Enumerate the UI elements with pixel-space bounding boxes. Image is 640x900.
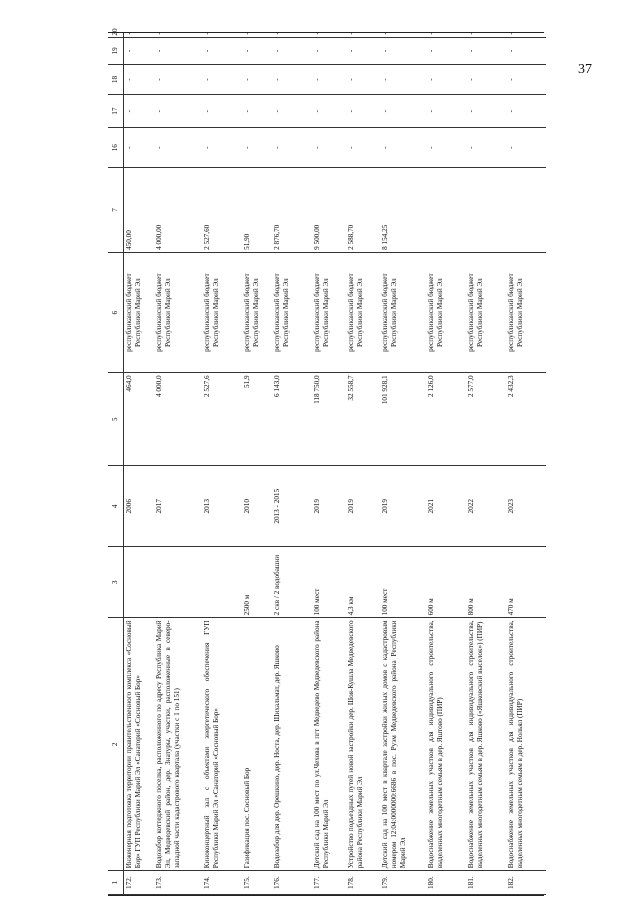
col17-cell: - bbox=[312, 94, 346, 128]
column-header: 17 bbox=[108, 94, 124, 128]
amount-cell: 9 500,00 bbox=[312, 167, 346, 252]
table-body bbox=[124, 33, 546, 895]
col19-cell: - bbox=[466, 37, 506, 65]
col16-cell: - bbox=[506, 128, 546, 168]
object-name: Детский сад на 100 мест по ул.Чехова в пгт Медведево Медведевского района Республики Марий Эл bbox=[312, 618, 346, 871]
amount-cell bbox=[426, 167, 466, 252]
col19-cell: - bbox=[202, 37, 242, 65]
years-cell: 2013 bbox=[202, 466, 242, 547]
amount-cell bbox=[506, 167, 546, 252]
col19-cell: - bbox=[154, 37, 202, 65]
col18-cell: - bbox=[124, 65, 154, 95]
row-number: 182. bbox=[506, 871, 546, 895]
column-header: 19 bbox=[108, 37, 124, 65]
table-row bbox=[202, 33, 242, 895]
column-header: 6 bbox=[108, 252, 124, 373]
funding-source-cell: республиканский бюджет Республики Марий Эл bbox=[124, 252, 154, 373]
column-header: 18 bbox=[108, 65, 124, 95]
col17-cell: - bbox=[466, 94, 506, 128]
column-header: 4 bbox=[108, 466, 124, 547]
col16-cell: - bbox=[312, 128, 346, 168]
funding-source-cell: республиканский бюджет Республики Марий Эл bbox=[242, 252, 272, 373]
capacity-cell bbox=[202, 547, 242, 618]
col19-cell: - bbox=[124, 37, 154, 65]
funding-source-cell: республиканский бюджет Республики Марий Эл bbox=[272, 252, 312, 373]
col17-cell: - bbox=[380, 94, 426, 128]
col18-cell: - bbox=[426, 65, 466, 95]
cost-cell: 32 558,7 bbox=[346, 373, 380, 466]
page-number: 37 bbox=[578, 62, 592, 77]
document-table bbox=[108, 28, 546, 895]
table-row bbox=[272, 33, 312, 895]
amount-cell: 8 154,25 bbox=[380, 167, 426, 252]
col19-cell: - bbox=[312, 37, 346, 65]
table-row bbox=[346, 33, 380, 895]
years-cell: 2017 bbox=[154, 466, 202, 547]
col20-cell: - bbox=[506, 33, 546, 37]
object-name: Водоснабжение земельных участков для индивидуального строительства, выделенных многодетным семьям в дер. Нольял (ПИР) bbox=[506, 618, 546, 871]
funding-source-cell: республиканский бюджет Республики Марий Эл bbox=[312, 252, 346, 373]
capacity-cell: 2500 м bbox=[242, 547, 272, 618]
years-cell: 2019 bbox=[312, 466, 346, 547]
cost-cell: 2 432,3 bbox=[506, 373, 546, 466]
amount-cell: 4 000,00 bbox=[154, 167, 202, 252]
col16-cell: - bbox=[202, 128, 242, 168]
col16-cell: - bbox=[272, 128, 312, 168]
col20-cell: - bbox=[242, 33, 272, 37]
cost-cell: 118 750,0 bbox=[312, 373, 346, 466]
col18-cell: - bbox=[272, 65, 312, 95]
amount-cell: 450,00 bbox=[124, 167, 154, 252]
col20-cell: - bbox=[124, 33, 154, 37]
column-header: 5 bbox=[108, 373, 124, 466]
col19-cell: - bbox=[346, 37, 380, 65]
column-header: 16 bbox=[108, 128, 124, 168]
col18-cell: - bbox=[154, 65, 202, 95]
amount-cell bbox=[466, 167, 506, 252]
col17-cell: - bbox=[124, 94, 154, 128]
years-cell: 2019 bbox=[346, 466, 380, 547]
col16-cell: - bbox=[242, 128, 272, 168]
col17-cell: - bbox=[154, 94, 202, 128]
col16-cell: - bbox=[346, 128, 380, 168]
funding-source-cell: республиканский бюджет Республики Марий Эл bbox=[154, 252, 202, 373]
row-number: 174. bbox=[202, 871, 242, 895]
col18-cell: - bbox=[312, 65, 346, 95]
years-cell: 2010 bbox=[242, 466, 272, 547]
funding-source-cell: республиканский бюджет Республики Марий Эл bbox=[346, 252, 380, 373]
funding-source-cell: республиканский бюджет Республики Марий Эл bbox=[426, 252, 466, 373]
col20-cell: - bbox=[154, 33, 202, 37]
object-name: Газификация пос. Сосновый Бор bbox=[242, 618, 272, 871]
col17-cell: - bbox=[506, 94, 546, 128]
capacity-cell: 100 мест bbox=[380, 547, 426, 618]
col17-cell: - bbox=[426, 94, 466, 128]
col20-cell: - bbox=[312, 33, 346, 37]
col18-cell: - bbox=[202, 65, 242, 95]
column-header: 3 bbox=[108, 547, 124, 618]
document-table-frame bbox=[108, 28, 544, 896]
col18-cell: - bbox=[346, 65, 380, 95]
col17-cell: - bbox=[346, 94, 380, 128]
amount-cell: 2 527,60 bbox=[202, 167, 242, 252]
col20-cell: - bbox=[346, 33, 380, 37]
years-cell: 2019 bbox=[380, 466, 426, 547]
cost-cell: 101 928,1 bbox=[380, 373, 426, 466]
col18-cell: - bbox=[466, 65, 506, 95]
object-name: Киноконцертный зал с объектами энергетического обеспечения ГУП Республики Марий Эл «Санаторий «Сосновый Бор» bbox=[202, 618, 242, 871]
capacity-cell: 470 м bbox=[506, 547, 546, 618]
row-number: 177. bbox=[312, 871, 346, 895]
col19-cell: - bbox=[380, 37, 426, 65]
col19-cell: - bbox=[426, 37, 466, 65]
column-header: 7 bbox=[108, 167, 124, 252]
funding-source-cell: республиканский бюджет Республики Марий Эл bbox=[506, 252, 546, 373]
object-name: Водозабор для дер. Орешкино, дер. Носта, дер. Шихальмат, дер. Яшково bbox=[272, 618, 312, 871]
cost-cell: 464,0 bbox=[124, 373, 154, 466]
table-row bbox=[242, 33, 272, 895]
table-row bbox=[154, 33, 202, 895]
capacity-cell bbox=[154, 547, 202, 618]
cost-cell: 4 000,0 bbox=[154, 373, 202, 466]
years-cell: 2013 - 2015 bbox=[272, 466, 312, 547]
col19-cell: - bbox=[272, 37, 312, 65]
amount-cell: 51,90 bbox=[242, 167, 272, 252]
col16-cell: - bbox=[466, 128, 506, 168]
object-name: Водоснабжение земельных участков для индивидуального строительства, выделенных многодетным семьям в дер. Яшково («Яшковский выселок») (ПИР) bbox=[466, 618, 506, 871]
capacity-cell bbox=[124, 547, 154, 618]
col16-cell: - bbox=[426, 128, 466, 168]
col20-cell: - bbox=[380, 33, 426, 37]
amount-cell: 2 588,70 bbox=[346, 167, 380, 252]
funding-source-cell: республиканский бюджет Республики Марий Эл bbox=[202, 252, 242, 373]
cost-cell: 6 143,0 bbox=[272, 373, 312, 466]
capacity-cell: 4,3 км bbox=[346, 547, 380, 618]
row-number: 172. bbox=[124, 871, 154, 895]
col18-cell: - bbox=[380, 65, 426, 95]
col19-cell: - bbox=[242, 37, 272, 65]
col20-cell: - bbox=[426, 33, 466, 37]
col18-cell: - bbox=[506, 65, 546, 95]
row-number: 173. bbox=[154, 871, 202, 895]
capacity-cell: 100 мест bbox=[312, 547, 346, 618]
table-row bbox=[466, 33, 506, 895]
col16-cell: - bbox=[380, 128, 426, 168]
table-row bbox=[380, 33, 426, 895]
years-cell: 2006 bbox=[124, 466, 154, 547]
capacity-cell: 800 м bbox=[466, 547, 506, 618]
cost-cell: 51,9 bbox=[242, 373, 272, 466]
object-name: Детский сад на 100 мест в квартале застройки жилых домов с кадастровым номером 12:04:0000000:6686 в пос. Руэм Медведевского района Республики Марий Эл bbox=[380, 618, 426, 871]
funding-source-cell: республиканский бюджет Республики Марий Эл bbox=[466, 252, 506, 373]
table-row bbox=[312, 33, 346, 895]
cost-cell: 2 527,6 bbox=[202, 373, 242, 466]
object-name: Инженерная подготовка территории правительственного комплекса «Сосновый Бор» ГУП Республики Марий Эл «Санаторий «Сосновый Бор» bbox=[124, 618, 154, 871]
row-number: 175. bbox=[242, 871, 272, 895]
years-cell: 2021 bbox=[426, 466, 466, 547]
amount-cell: 2 876,70 bbox=[272, 167, 312, 252]
row-number: 179. bbox=[380, 871, 426, 895]
column-header: 2 bbox=[108, 618, 124, 871]
table-row bbox=[124, 33, 154, 895]
cost-cell: 2 577,0 bbox=[466, 373, 506, 466]
col18-cell: - bbox=[242, 65, 272, 95]
col20-cell: - bbox=[202, 33, 242, 37]
col20-cell: - bbox=[466, 33, 506, 37]
object-name: Водозабор коттеджного поселка, расположенного по адресу Республика Марий Эл, Медведевский район, дер. Знатуры, участки, расположенные в северо-западной части кадастрового квартала (участки с 1 по 151) bbox=[154, 618, 202, 871]
row-number: 180. bbox=[426, 871, 466, 895]
object-name: Водоснабжение земельных участков для индивидуального строительства, выделенных многодетным семьям в дер. Яштово (ПИР) bbox=[426, 618, 466, 871]
col17-cell: - bbox=[242, 94, 272, 128]
years-cell: 2023 bbox=[506, 466, 546, 547]
capacity-cell: 2 скв / 2 водобашни bbox=[272, 547, 312, 618]
funding-source-cell: республиканский бюджет Республики Марий Эл bbox=[380, 252, 426, 373]
object-name: Устройство подъездных путей новой застройки дер. Шоя-Кушла Медведевского района Республики Марий Эл bbox=[346, 618, 380, 871]
years-cell: 2022 bbox=[466, 466, 506, 547]
table-row bbox=[426, 33, 466, 895]
row-number: 176. bbox=[272, 871, 312, 895]
col16-cell: - bbox=[124, 128, 154, 168]
col16-cell: - bbox=[154, 128, 202, 168]
row-number: 178. bbox=[346, 871, 380, 895]
header-row bbox=[108, 33, 124, 895]
cost-cell: 2 126,0 bbox=[426, 373, 466, 466]
col20-cell: - bbox=[272, 33, 312, 37]
col17-cell: - bbox=[272, 94, 312, 128]
row-number: 181. bbox=[466, 871, 506, 895]
column-header: 20 bbox=[108, 33, 124, 37]
capacity-cell: 600 м bbox=[426, 547, 466, 618]
table-row bbox=[506, 33, 546, 895]
col17-cell: - bbox=[202, 94, 242, 128]
col19-cell: - bbox=[506, 37, 546, 65]
column-header: 1 bbox=[108, 871, 124, 895]
